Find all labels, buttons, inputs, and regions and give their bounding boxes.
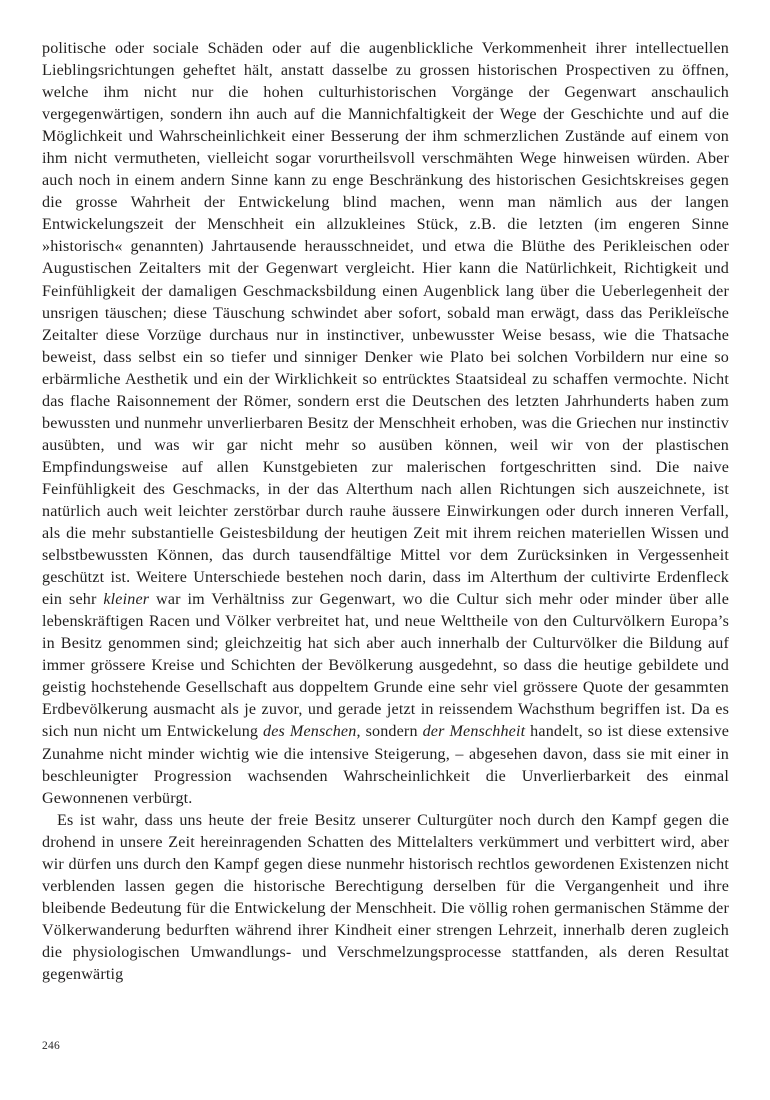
emphasised-text: kleiner [103,591,150,609]
body-text-run: war im Verhältniss zur Gegenwart, wo die Cultur sich mehr oder minder über alle lebenskräftigen Racen und Völker verbreitet hat, und neue Welttheile von den Culturvölkern Europa’s in Besitz genommen sind; gleichzeitig hat sich aber auch innerhalb der Culturvölker die Bildung auf immer grössere Kreise und Schichten der Bevölkerung ausgedehnt, so dass die heutige gebildete und geistig hochstehende Gesellschaft aus doppeltem Grunde eine sehr viel grössere Quote der gesammten Erdbevölkerung ausmacht als je zuvor, und gerade jetzt in reissendem Wachsthum begriffen ist. Da es sich nun nicht um Entwickelung [42,591,729,741]
body-text-run: handelt, so ist diese extensive Zunahme nicht minder wichtig wie die intensive Steigerung, – abgesehen davon, dass sie mit einer in beschleunigter Progression wachsenden Wahrscheinlichkeit die Unverlierbarkeit des einmal Gewonnenen verbürgt. [42,723,729,807]
body-text-run: , sondern [356,723,423,741]
body-paragraph [42,38,729,810]
body-text-run: politische oder sociale Schäden oder auf die augenblickliche Verkommenheit ihrer intellectuellen Lieblingsrichtungen geheftet hält, anstatt dasselbe zu grossen historischen Prospectiven zu öffnen, welche ihm nicht nur die hohen culturhistorischen Vorgänge der Gegenwart anschaulich vergegenwärtigen, sondern ihn auch auf die Mannichfaltigkeit der Wege der Geschichte und auf die Möglichkeit und Wahrscheinlichkeit einer Besserung der ihm schmerzlichen Zustände auf einem von ihm nicht vermutheten, vielleicht sogar vorurtheilsvoll verschmähten Wege hinweisen würden. Aber auch noch in einem andern Sinne kann zu enge Beschränkung des historischen Gesichtskreises gegen die grosse Wahrheit der Entwickelung blind machen, wenn man nämlich aus der langen Entwickelungszeit der Menschheit ein allzukleines Stück, z.B. die letzten (im engeren Sinne »historisch« genannten) Jahrtausende herausschneidet, und etwa die Blüthe des Perikleischen oder Augustischen Zeitalters mit der Gegenwart vergleicht. Hier kann die Natürlichkeit, Richtigkeit und Feinfühligkeit der damaligen Geschmacksbildung einen Augenblick lang über die Ueberlegenheit der unsrigen täuschen; diese Täuschung schwindet aber sofort, sobald man erwägt, dass das Perikleïsche Zeitalter diese Vorzüge durchaus nur in instinctiver, unbewusster Weise besass, wie die Thatsache beweist, dass selbst ein so tiefer und sinniger Denker wie Plato bei solchen Vorbildern nur eine so erbärmliche Aesthetik und ein der Wirklichkeit so entrücktes Staatsideal zu schaffen vermochte. Nicht das flache Raisonnement der Römer, sondern erst die Deutschen des letzten Jahrhunderts haben zum bewussten und nunmehr unverlierbaren Besitz der Menschheit erhoben, was die Griechen nur instinctiv ausübten, und was wir gar nicht mehr so ausüben können, weil wir von der plastischen Empfindungsweise auf allen Kunstgebieten zur malerischen fortgeschritten sind. Die naive Feinfühligkeit des Geschmacks, in der das Alterthum nach allen Richtungen sich auszeichnete, ist natürlich auch weit leichter zerstörbar durch rauhe äussere Einwirkungen oder durch inneren Verfall, als die mehr substantielle Geistesbildung der heutigen Zeit mit ihrem reichen materiellen Wissen und selbstbewussten Können, das durch tausendfältige Mittel vor dem Zurücksinken in Vergessenheit geschützt ist. Weitere Unterschiede bestehen noch darin, dass im Alterthum der cultivirte Erdenfleck ein sehr [42,40,729,609]
emphasised-text: der Menschheit [422,723,526,741]
body-text-column [42,38,729,986]
body-text-run: Es ist wahr, dass uns heute der freie Besitz unserer Culturgüter noch durch den Kampf gegen die drohend in unsere Zeit hereinragenden Schatten des Mittelalters verkümmert und verbittert wird, aber wir dürfen uns durch den Kampf gegen diese nunmehr historisch rechtlos gewordenen Existenzen nicht verblenden lassen gegen die historische Berechtigung derselben für die Vergangenheit und ihre bleibende Bedeutung für die Entwickelung der Menschheit. Die völlig rohen germanischen Stämme der Völkerwanderung bedurften während ihrer Kindheit einer strengen Lehrzeit, innerhalb deren zugleich die physiologischen Umwandlungs- und Verschmelzungsprocesse stattfanden, als deren Resultat gegenwärtig [42,811,729,983]
body-paragraph [42,810,729,986]
emphasised-text: des Menschen [263,723,357,741]
page-number: 246 [42,1040,60,1052]
